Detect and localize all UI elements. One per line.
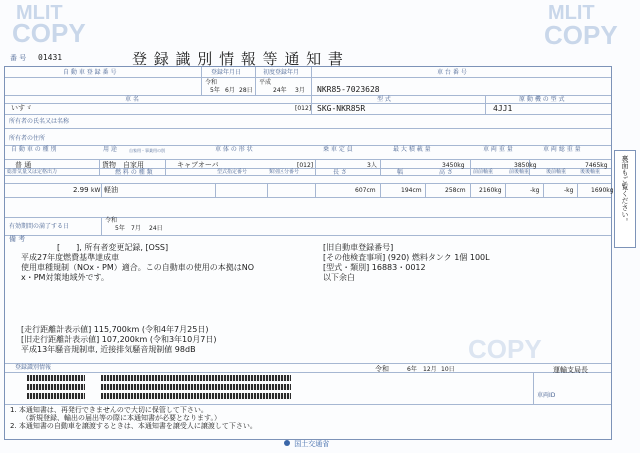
issue-year: 6年 xyxy=(407,366,417,373)
body-shape-label: 車 体 の 形 状 xyxy=(215,146,253,153)
reg-date-year: 5年 xyxy=(210,87,220,94)
form-table xyxy=(4,66,612,440)
capacity-value: 3人 xyxy=(367,162,377,169)
remarks-left-line: 使用車種規制（NOx・PM）適合。この自動車の使用の本拠はNO xyxy=(21,263,255,272)
issue-era: 令和 xyxy=(375,365,389,373)
car-name-code: [012] xyxy=(295,105,312,112)
vehicle-weight-value: 3850kg xyxy=(514,162,537,169)
model-type-label: 型 式 xyxy=(377,96,391,103)
height-label: 高 さ xyxy=(439,169,453,176)
height-value: 258cm xyxy=(445,187,466,194)
car-id-label: 車両ID xyxy=(537,392,556,399)
model-type: SKG-NKR85R xyxy=(317,104,366,113)
width-value: 194cm xyxy=(401,187,422,194)
remarks-bottom-line: [旧走行距離計表示値] 107,200km (令和3年10月7日) xyxy=(21,335,217,344)
max-load-value: 3450kg xyxy=(442,162,465,169)
issuer: 運輸支局長 xyxy=(553,366,588,374)
rear-front-axle-label: 後前軸重 xyxy=(546,169,567,175)
capacity-label: 乗 車 定 員 xyxy=(323,146,353,153)
remarks-bottom-line: [走行距離計表示値] 115,700km (令和4年7月25日) xyxy=(21,325,209,334)
car-name: いすゞ xyxy=(11,104,32,112)
purpose-value: 自家用 xyxy=(123,161,144,169)
front-rear-axle: -kg xyxy=(530,187,540,194)
first-reg-era: 平成 xyxy=(259,79,272,86)
redacted-code xyxy=(27,375,85,381)
length-label: 長 さ xyxy=(333,169,347,176)
watermark-mlit: MLIT xyxy=(16,2,63,24)
gross-weight-value: 7465kg xyxy=(585,162,608,169)
chassis-label: 車 台 番 号 xyxy=(437,69,467,76)
engine-type-label: 原 動 機 の 型 式 xyxy=(519,96,565,103)
watermark-copy: COPY xyxy=(468,334,542,364)
chassis-number: NKR85-7023628 xyxy=(317,85,380,94)
fuel-type: 軽油 xyxy=(104,186,118,194)
front-rear-axle-label: 前後軸重 xyxy=(509,169,530,175)
purpose-label: 自家用・事業用の別 xyxy=(129,148,165,153)
remarks-right-line: 以下余白 xyxy=(323,273,355,282)
watermark-mlit: MLIT xyxy=(548,2,595,24)
width-label: 幅 xyxy=(397,169,404,176)
expiry-year: 5年 xyxy=(115,225,125,232)
issue-day: 10日 xyxy=(441,366,455,373)
reg-date-era: 令和 xyxy=(205,79,218,86)
reg-date-month: 6月 xyxy=(225,87,235,94)
remarks-left-line: [ ], 所有者変更記録, [OSS] xyxy=(57,243,169,252)
rear-rear-axle: 1690kg xyxy=(591,187,614,194)
footer-note: （新規登録、輸出の届出等の際に本通知書が必要となります。） xyxy=(22,414,221,422)
remarks-left-line: x・PM対策地域外です。 xyxy=(21,273,109,282)
serial-number: 01431 xyxy=(38,53,63,62)
remarks-label: 備 考 xyxy=(9,235,26,243)
model-number-label: 型式指定番号 xyxy=(217,169,248,175)
fuel-type-label: 燃 料 の 種 類 xyxy=(115,169,153,176)
engine-type: 4JJ1 xyxy=(493,104,513,113)
front-front-axle: 2160kg xyxy=(479,187,502,194)
expiry-month: 7月 xyxy=(131,225,141,232)
front-front-axle-label: 前前軸重 xyxy=(473,169,494,175)
redacted-code xyxy=(27,393,85,399)
redacted-code xyxy=(101,384,291,390)
vehicle-weight-label: 車 両 重 量 xyxy=(483,146,513,153)
reg-info-label: 登録識別情報 xyxy=(15,364,52,371)
expiry-label: 有効期間の満了する日 xyxy=(9,223,70,230)
first-reg-year: 24年 xyxy=(273,87,287,94)
use-value: 貨物 xyxy=(102,161,116,169)
reg-date-day: 28日 xyxy=(239,87,253,94)
class-number-label: 類別区分番号 xyxy=(269,169,300,175)
reg-number-label: 自 動 車 登 録 番 号 xyxy=(63,69,117,76)
rear-front-axle: -kg xyxy=(564,187,574,194)
displacement-unit: kW xyxy=(91,187,101,194)
displacement-label: 総排気量又は定格出力 xyxy=(7,169,58,175)
side-note: 裏面もご覧ください。 xyxy=(621,155,629,225)
remarks-right-line: [その他検査事項] (920) 燃料タンク 1個 100L xyxy=(323,253,490,262)
first-reg-label: 初度登録年月 xyxy=(263,69,300,76)
use-label: 用 途 xyxy=(103,146,117,153)
issue-month: 12月 xyxy=(423,366,437,373)
remarks-bottom-line: 平成13年騒音規制車, 近接排気騒音規制値 98dB xyxy=(21,345,196,354)
serial-label: 番 号 xyxy=(10,54,27,62)
ministry-logo xyxy=(284,439,329,449)
body-shape-code: [012] xyxy=(297,162,314,169)
footer-note: 2. 本通知書の自動車を譲渡するときは、本通知書を譲受人に譲渡して下さい。 xyxy=(10,422,257,430)
vehicle-kind: 普 通 xyxy=(15,161,32,169)
length-value: 607cm xyxy=(355,187,376,194)
owner-address-label: 所有者の住所 xyxy=(9,135,46,142)
rear-rear-axle-label: 後後軸重 xyxy=(580,169,601,175)
footer-note: 1. 本通知書は、再発行できませんので大切に保管して下さい。 xyxy=(10,406,208,414)
first-reg-month: 3月 xyxy=(295,87,305,94)
reg-date-label: 登録年月日 xyxy=(211,69,242,76)
vehicle-kind-label: 自 動 車 の 種 別 xyxy=(11,146,57,153)
document-title: 登 録 識 別 情 報 等 通 知 書 xyxy=(132,50,344,68)
ministry-icon xyxy=(284,440,290,446)
owner-name-label: 所有者の氏名又は名称 xyxy=(9,118,70,125)
remarks-left-line: 平成27年度燃費基準達成車 xyxy=(21,253,120,262)
redacted-code xyxy=(101,375,291,381)
side-tab xyxy=(614,150,636,248)
expiry-era: 令和 xyxy=(105,217,118,224)
redacted-code xyxy=(101,393,291,399)
ministry-name: 国土交通省 xyxy=(294,440,330,448)
watermark-copy: COPY xyxy=(544,20,618,50)
car-name-label: 車 名 xyxy=(125,96,139,103)
remarks-right-line: [旧自動車登録番号] xyxy=(323,243,394,252)
redacted-code xyxy=(27,384,85,390)
body-shape: キャブオーバ xyxy=(177,161,219,169)
gross-weight-label: 車 両 総 重 量 xyxy=(543,146,581,153)
displacement-value: 2.99 xyxy=(73,186,89,194)
remarks-right-line: [型式・類別] 16883・0012 xyxy=(323,263,426,272)
max-load-label: 最 大 積 載 量 xyxy=(393,146,431,153)
expiry-day: 24日 xyxy=(149,225,163,232)
watermark-copy: COPY xyxy=(12,18,86,48)
